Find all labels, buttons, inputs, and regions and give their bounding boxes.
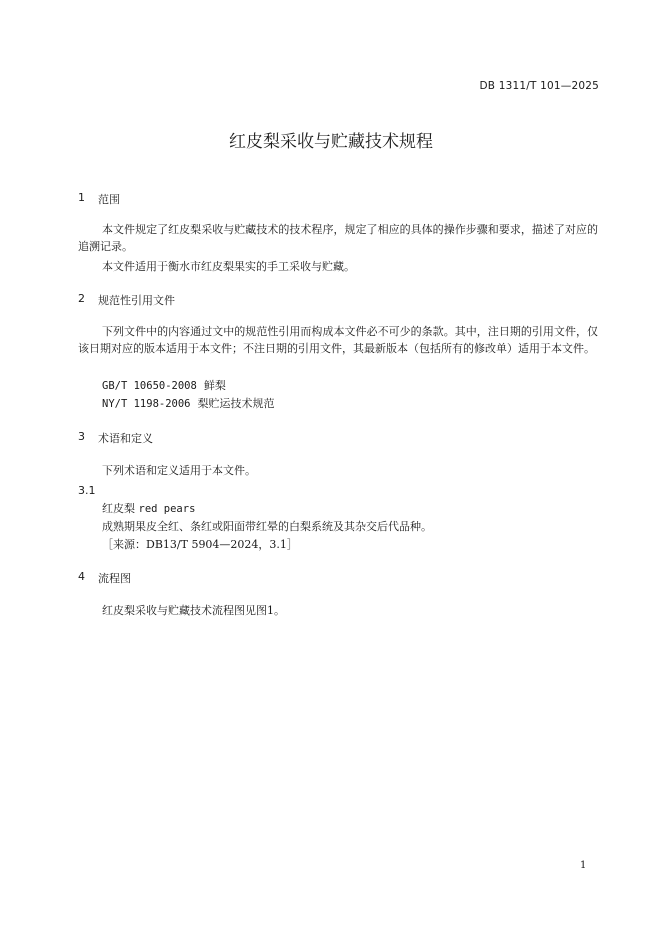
reference-code: NY/T 1198-2006 <box>102 398 191 410</box>
section-4-number: 4 <box>78 570 85 583</box>
section-2-number: 2 <box>78 292 85 305</box>
section-4-title: 流程图 <box>98 572 131 585</box>
page-number: 1 <box>580 860 587 871</box>
reference-name: 鲜梨 <box>203 379 226 392</box>
term-name-cn: 红皮梨 <box>102 502 135 515</box>
term-number: 3.1 <box>78 484 96 497</box>
reference-code: GB/T 10650-2008 <box>102 380 197 392</box>
term-source: ［来源：DB13/T 5904—2024，3.1］ <box>102 538 298 551</box>
section-4-paragraph-1: 红皮梨采收与贮藏技术流程图见图1。 <box>102 604 285 617</box>
section-1-paragraph-1: 本文件规定了红皮梨采收与贮藏技术的技术程序，规定了相应的具体的操作步骤和要求，描述了对应的追溯记录。 <box>78 223 598 253</box>
section-3-paragraph-1: 下列术语和定义适用于本文件。 <box>102 464 256 477</box>
section-3-title: 术语和定义 <box>98 432 153 445</box>
section-3-number: 3 <box>78 430 85 443</box>
term-name <box>102 500 195 516</box>
section-1-title: 范围 <box>98 193 120 206</box>
term-definition: 成熟期果皮全红、条红或阳面带红晕的白梨系统及其杂交后代品种。 <box>102 520 432 533</box>
section-1-number: 1 <box>78 191 85 204</box>
reference-item <box>102 377 226 393</box>
section-2-title: 规范性引用文件 <box>98 294 175 307</box>
section-1-paragraph-2: 本文件适用于衡水市红皮梨果实的手工采收与贮藏。 <box>102 260 355 273</box>
document-title: 红皮梨采收与贮藏技术规程 <box>229 132 433 152</box>
reference-item <box>102 395 275 411</box>
reference-name: 梨贮运技术规范 <box>197 397 275 410</box>
section-2-paragraph-1: 下列文件中的内容通过文中的规范性引用而构成本文件必不可少的条款。其中，注日期的引用文件，仅该日期对应的版本适用于本文件；不注日期的引用文件，其最新版本（包括所有的修改单）适用于本文件。 <box>78 325 598 355</box>
document-code: DB 1311/T 101—2025 <box>479 80 599 92</box>
term-name-en: red pears <box>138 503 196 515</box>
